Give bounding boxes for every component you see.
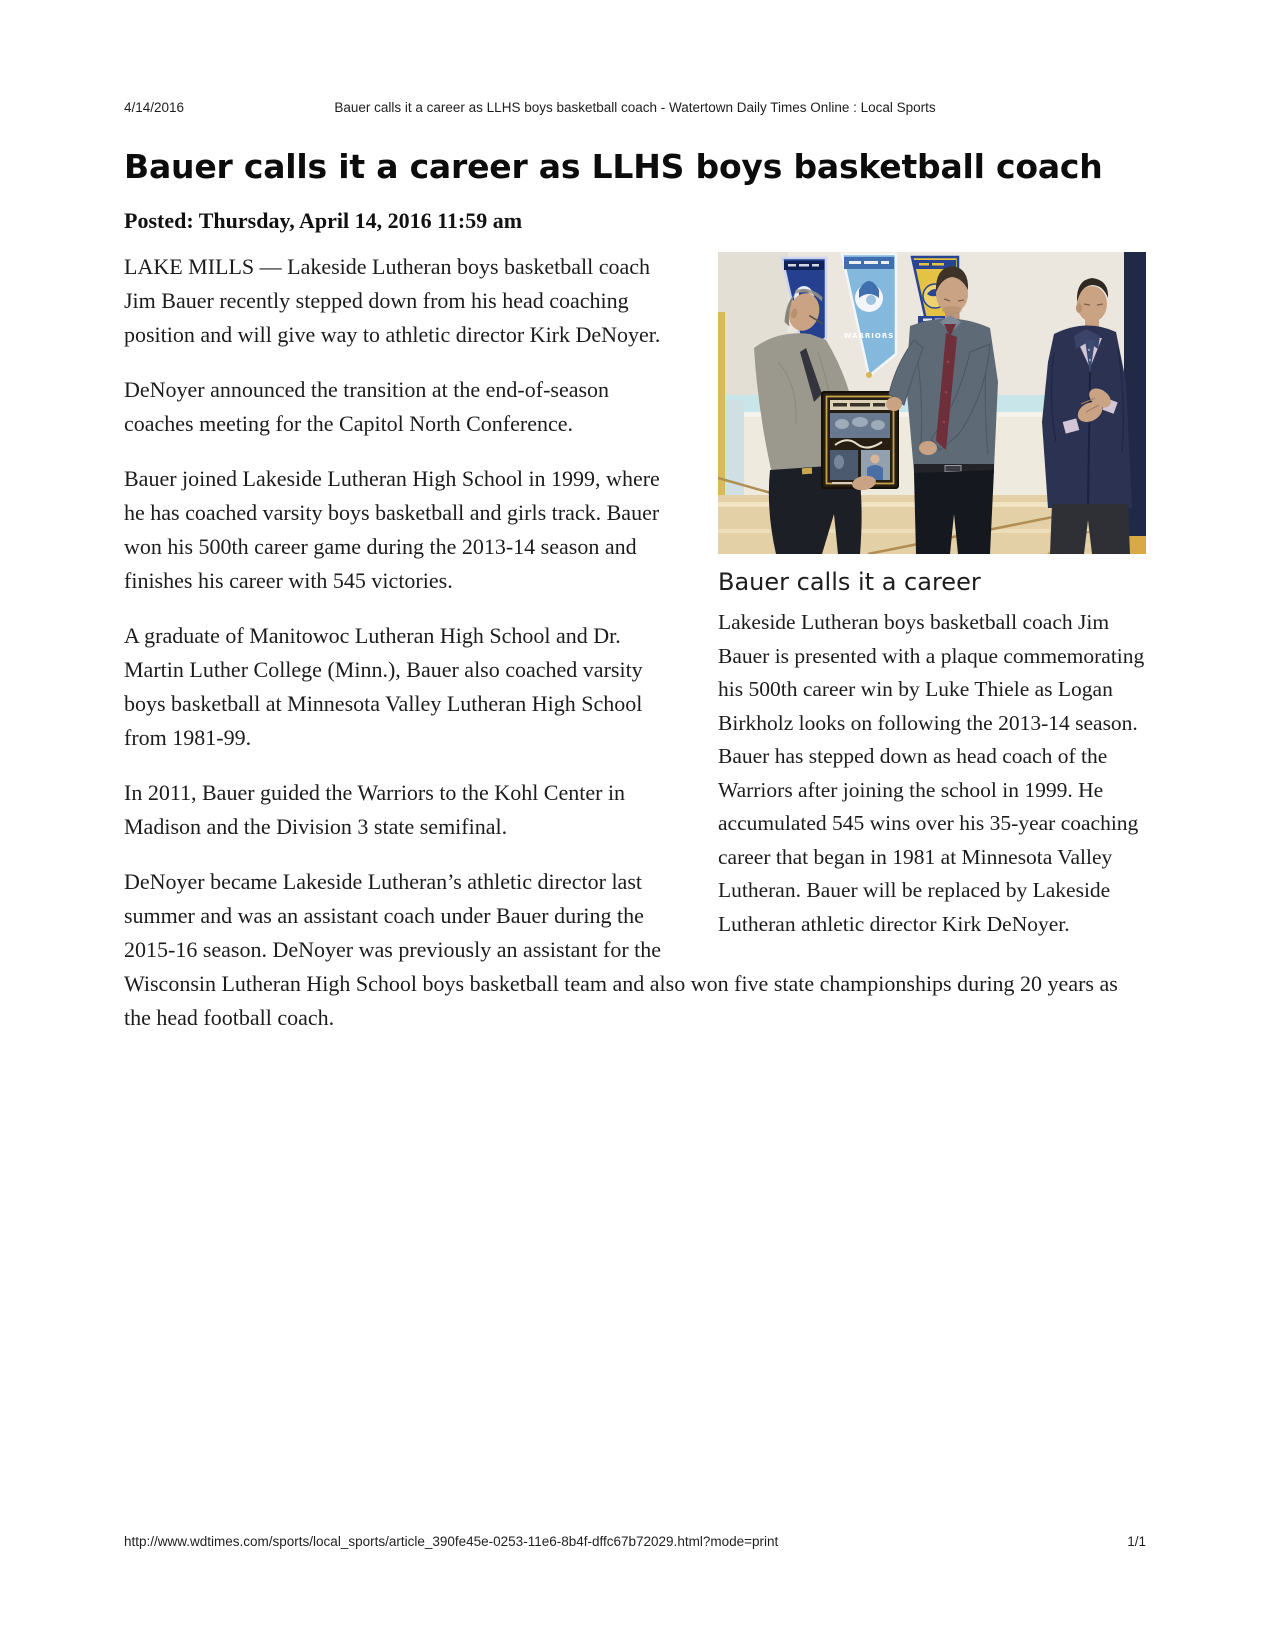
- article-paragraph-5: In 2011, Bauer guided the Warriors to the Kohl Center in Madison and the Division 3 state semifinal.: [124, 780, 626, 839]
- footer-url: http://www.wdtimes.com/sports/local_sports/article_390fe45e-0253-11e6-8b4f-dffc67b72029.html?mode=print: [124, 1534, 779, 1549]
- banner-warriors-text: WARRIORS: [843, 332, 895, 340]
- article-paragraph-3: Bauer joined Lakeside Lutheran High School in 1999, where he has coached varsity boys basketball and girls track. Bauer won his 500th career game during the 2013-14 season and finishes his career with 545 victories.: [124, 466, 660, 593]
- article-headline: Bauer calls it a career as LLHS boys basketball coach: [124, 147, 1103, 186]
- article-paragraph-2: DeNoyer announced the transition at the end-of-season coaches meeting for the Capitol North Conference.: [124, 377, 610, 436]
- footer-page-indicator: 1/1: [1127, 1534, 1146, 1549]
- article-figure: [718, 252, 1146, 941]
- article-photo: [718, 252, 1146, 554]
- photo-caption-text: Lakeside Lutheran boys basketball coach Jim Bauer is presented with a plaque commemorating his 500th career win by Luke Thiele as Logan Birkholz looks on following the 2013-14 season. Bauer has stepped down as head coach of the Warriors after joining the school in 1999. He accumulated 545 wins over his 35-year coaching career that began in 1981 at Minnesota Valley Lutheran. Bauer will be replaced by Lakeside Lutheran athletic director Kirk DeNoyer.: [718, 610, 1145, 936]
- print-date: 4/14/2016: [124, 100, 185, 115]
- print-doc-title: Bauer calls it a career as LLHS boys basketball coach - Watertown Daily Times Online : Local Sports: [334, 100, 936, 115]
- article-body: [124, 250, 1146, 1035]
- gym-photo-illustration: [718, 252, 1146, 554]
- article-paragraph-6: DeNoyer became Lakeside Lutheran’s athletic director last summer and was an assistant coach under Bauer during the 2015-16 season. DeNoyer was previously an assistant for the Wisconsin Lutheran High School boys basketball team and also won five state championships during 20 years as the head football coach.: [124, 869, 1118, 1030]
- article-paragraph-4: A graduate of Manitowoc Lutheran High School and Dr. Martin Luther College (Minn.), Bauer also coached varsity boys basketball at Minnesota Valley Lutheran High School from 1981-99.: [124, 623, 643, 750]
- print-footer: [124, 1534, 1146, 1549]
- photo-caption: [718, 567, 1146, 941]
- posted-line: Posted: Thursday, April 14, 2016 11:59 am: [124, 208, 523, 233]
- photo-caption-title: Bauer calls it a career: [718, 568, 981, 596]
- print-header: [124, 100, 1146, 118]
- article-paragraph-1: LAKE MILLS — Lakeside Lutheran boys basketball coach Jim Bauer recently stepped down from his head coaching position and will give way to athletic director Kirk DeNoyer.: [124, 254, 661, 347]
